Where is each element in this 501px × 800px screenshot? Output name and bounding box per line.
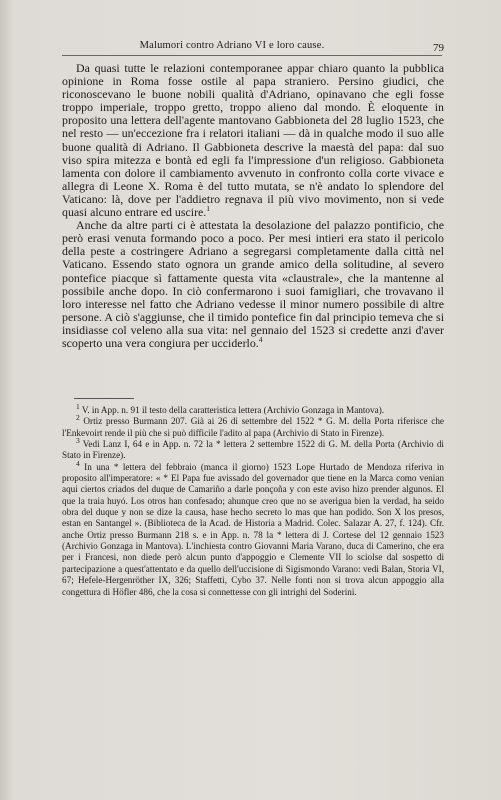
- paragraph-text: Da quasi tutte le relazioni contemporanee appar chiaro quanto la pubblica opinione in Roma fosse ostile al papa straniero. Persino giudici, che riconoscevano le buone nobili qualità d'Adriano, opinavano che egli fosse troppo imperiale, troppo gretto, troppo alieno dal mondo. È eloquente in proposito una lettera dell'agente mantovano Gabbioneta del 28 luglio 1523, che nel resto — un'eccezione fra i relatori italiani — dà in qualche modo il suo alle buone qualità di Adriano. Il Gabbioneta descrive la maestà del papa: dal suo viso spira mitezza e bontà ed egli fa l'impressione d'un religioso. Gabbioneta lamenta con dolore il cambiamento avvenuto in confronto colla corte vivace e allegra di Leone X. Roma è del tutto mutata, se n'è andato lo splendore del Vaticano: là, dove per l'addietro regnava il più vivo movimento, non si vede quasi alcuno entrare ed uscire.: [62, 61, 444, 220]
- footnote-marker: 4: [258, 335, 263, 344]
- footnote: [62, 458, 445, 598]
- footnote-separator: [74, 398, 134, 399]
- page-number: 79: [433, 42, 444, 54]
- paragraph: [62, 62, 444, 219]
- footnote-text: In una * lettera del febbraio (manca il giorno) 1523 Lope Hurtado de Mendoza riferiva in proposito all'imperatore: « * El Papa fue avissado del governador que tiene en la Marca como venian aqui ciertos criados del duque de Camariño a darle ponçoña y con este aviso hizo prender algunos. El que la traia huyó. Los otros han confesado; ahunque creo que no se averigua bien la verdad, ha seido obra del duque y non se dize la causa, hase hecho secreto lo mas que han podido. Son X los presos, estan en Santangel ». (Biblioteca de la Acad. de Historia a Madrid. Colec. Salazar A. 27, f. 124). Cfr. anche Ortiz presso Burmann 218 s. e in App. n. 78 la * lettera di J. Cortese del 12 gennaio 1523 (Archivio Gonzaga in Mantova). L'inchiesta contro Giovanni Maria Varano, duca di Camerino, che era per i Francesi, non diede però alcun punto d'appoggio e Clemente VII lo sciolse dal sospetto di partecipazione a quest'attentato e da quello dell'uccisione di Sigismondo Varano: vedi Balan, Storia VI, 67; Hefele-Hergenröther IX, 326; Staffetti, Cybo 37. Nelle fonti non si trova alcun appoggio alla congettura di Höfler 486, che la cosa si connettesse con gli intrighi del Soderini.: [62, 461, 445, 597]
- footnote-number: 1: [76, 401, 80, 411]
- footnote-text: V. in App. n. 91 il testo della caratteristica lettera (Archivio Gonzaga in Mantova).: [81, 405, 385, 415]
- header-rule: [62, 55, 442, 56]
- footnote-marker: 1: [206, 204, 211, 214]
- footnote: [62, 401, 444, 416]
- footnotes: [62, 401, 445, 598]
- footnote-number: 3: [76, 435, 80, 445]
- footnote-text: Ortiz presso Burmann 207. Già ai 26 di settembre del 1522 * G. M. della Porta riferisce che l'Enkevoirt rende il più che si può difficile l'adito al papa (Archivio di Stato in Firenze).: [62, 416, 445, 438]
- footnote: [62, 413, 445, 439]
- footnote-number: 2: [76, 413, 80, 423]
- footnote: [62, 435, 444, 462]
- main-text: [62, 62, 444, 350]
- footnote-number: 4: [76, 458, 80, 468]
- running-head: Malumori contro Adriano VI e loro cause.: [139, 40, 325, 51]
- paragraph-text: Anche da altre parti ci è attestata la desolazione del palazzo pontificio, che però erasi venuta formando poco a poco. Per mesi intieri era stato il pericolo della peste a costringere Adriano a segregarsi completamente dalla città nel Vaticano. Essendo stato ognora un grande amico della solitudine, al severo pontefice piacque sì fattamente questa vita «claustrale», che la mantenne al possibile anche dopo. In ciò confermarono i suoi famigliari, che trovavano il loro interesse nel fatto che Adriano vedesse il minor numero possibile di altre persone. A ciò s'aggiunse, che il timido pontefice fin dal principio temeva che si insidiasse col veleno alla sua vita: nel gennaio del 1523 si credette anzi d'aver scoperto una vera congiura per ucciderlo.: [62, 218, 444, 350]
- footnote-text: Vedi Lanz I, 64 e in App. n. 72 la * lettera 2 settembre 1522 di G. M. della Porta (Archivio di Stato in Firenze).: [62, 439, 444, 461]
- paragraph: [62, 219, 444, 350]
